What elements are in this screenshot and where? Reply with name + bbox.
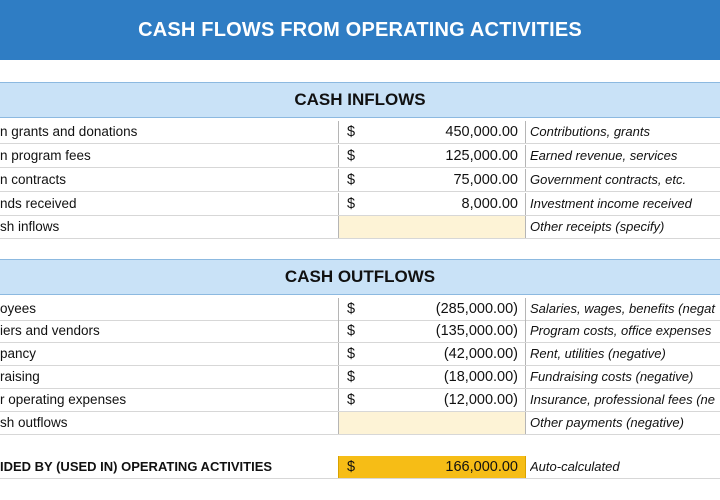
amount-value: 450,000.00 [445, 124, 518, 140]
row-label[interactable]: sh outflows [0, 415, 68, 430]
table-row[interactable] [0, 145, 720, 168]
amount-input-cell[interactable] [338, 216, 526, 238]
table-row[interactable] [0, 366, 720, 389]
row-label[interactable]: oyees [0, 301, 37, 316]
section-header-inflows [0, 82, 720, 118]
currency-symbol: $ [347, 459, 356, 475]
section-title-inflows: CASH INFLOWS [294, 90, 426, 109]
sheet-title: CASH FLOWS FROM OPERATING ACTIVITIES [138, 18, 582, 41]
row-note[interactable]: Program costs, office expenses [530, 323, 712, 338]
row-note[interactable]: Earned revenue, services [530, 148, 678, 163]
amount-cell[interactable] [338, 193, 526, 215]
row-note[interactable]: Insurance, professional fees (ne [530, 392, 715, 407]
table-row[interactable] [0, 169, 720, 192]
currency-symbol: $ [347, 369, 356, 385]
row-note[interactable]: Salaries, wages, benefits (negat [530, 301, 715, 316]
row-note[interactable]: Rent, utilities (negative) [530, 346, 666, 361]
table-row[interactable] [0, 298, 720, 321]
row-note[interactable]: Investment income received [530, 196, 692, 211]
row-label[interactable]: raising [0, 369, 40, 384]
table-row[interactable] [0, 389, 720, 412]
row-note[interactable]: Fundraising costs (negative) [530, 369, 694, 384]
total-label[interactable]: IDED BY (USED IN) OPERATING ACTIVITIES [0, 459, 273, 474]
amount-value: 75,000.00 [453, 172, 518, 188]
amount-cell[interactable] [338, 169, 526, 191]
amount-cell[interactable] [338, 366, 526, 388]
table-row[interactable] [0, 320, 720, 343]
sheet-title-bar [0, 0, 720, 60]
row-label[interactable]: iers and vendors [0, 323, 100, 338]
row-label[interactable]: n grants and donations [0, 124, 138, 139]
currency-symbol: $ [347, 301, 356, 317]
total-row[interactable] [0, 456, 720, 479]
total-amount-value: 166,000.00 [445, 459, 518, 475]
currency-symbol: $ [347, 323, 356, 339]
row-label[interactable]: nds received [0, 196, 77, 211]
currency-symbol: $ [347, 346, 356, 362]
amount-value: (18,000.00) [443, 369, 518, 385]
currency-symbol: $ [347, 148, 356, 164]
table-row[interactable] [0, 343, 720, 366]
table-row[interactable] [0, 121, 720, 144]
row-label[interactable]: pancy [0, 346, 37, 361]
amount-value: 125,000.00 [445, 148, 518, 164]
row-note[interactable]: Other payments (negative) [530, 415, 684, 430]
amount-input-cell[interactable] [338, 412, 526, 434]
amount-value: (285,000.00) [435, 301, 518, 317]
amount-value: (42,000.00) [443, 346, 518, 362]
table-row[interactable] [0, 412, 720, 435]
currency-symbol: $ [347, 172, 356, 188]
total-note[interactable]: Auto-calculated [530, 459, 620, 474]
amount-value: 8,000.00 [461, 196, 518, 212]
currency-symbol: $ [347, 392, 356, 408]
row-label[interactable]: n program fees [0, 148, 91, 163]
amount-value: (135,000.00) [435, 323, 518, 339]
row-note[interactable]: Contributions, grants [530, 124, 650, 139]
row-label[interactable]: r operating expenses [0, 392, 127, 407]
total-amount-cell[interactable] [338, 456, 526, 478]
amount-cell[interactable] [338, 389, 526, 411]
amount-cell[interactable] [338, 145, 526, 167]
section-header-outflows [0, 259, 720, 295]
amount-value: (12,000.00) [443, 392, 518, 408]
section-title-outflows: CASH OUTFLOWS [284, 267, 436, 286]
amount-cell[interactable] [338, 320, 526, 342]
amount-cell[interactable] [338, 343, 526, 365]
currency-symbol: $ [347, 196, 356, 212]
table-row[interactable] [0, 216, 720, 239]
row-label[interactable]: n contracts [0, 172, 67, 187]
currency-symbol: $ [347, 124, 356, 140]
row-label[interactable]: sh inflows [0, 219, 60, 234]
row-note[interactable]: Government contracts, etc. [530, 172, 687, 187]
amount-cell[interactable] [338, 121, 526, 143]
amount-cell[interactable] [338, 298, 526, 320]
row-note[interactable]: Other receipts (specify) [530, 219, 665, 234]
table-row[interactable] [0, 193, 720, 216]
